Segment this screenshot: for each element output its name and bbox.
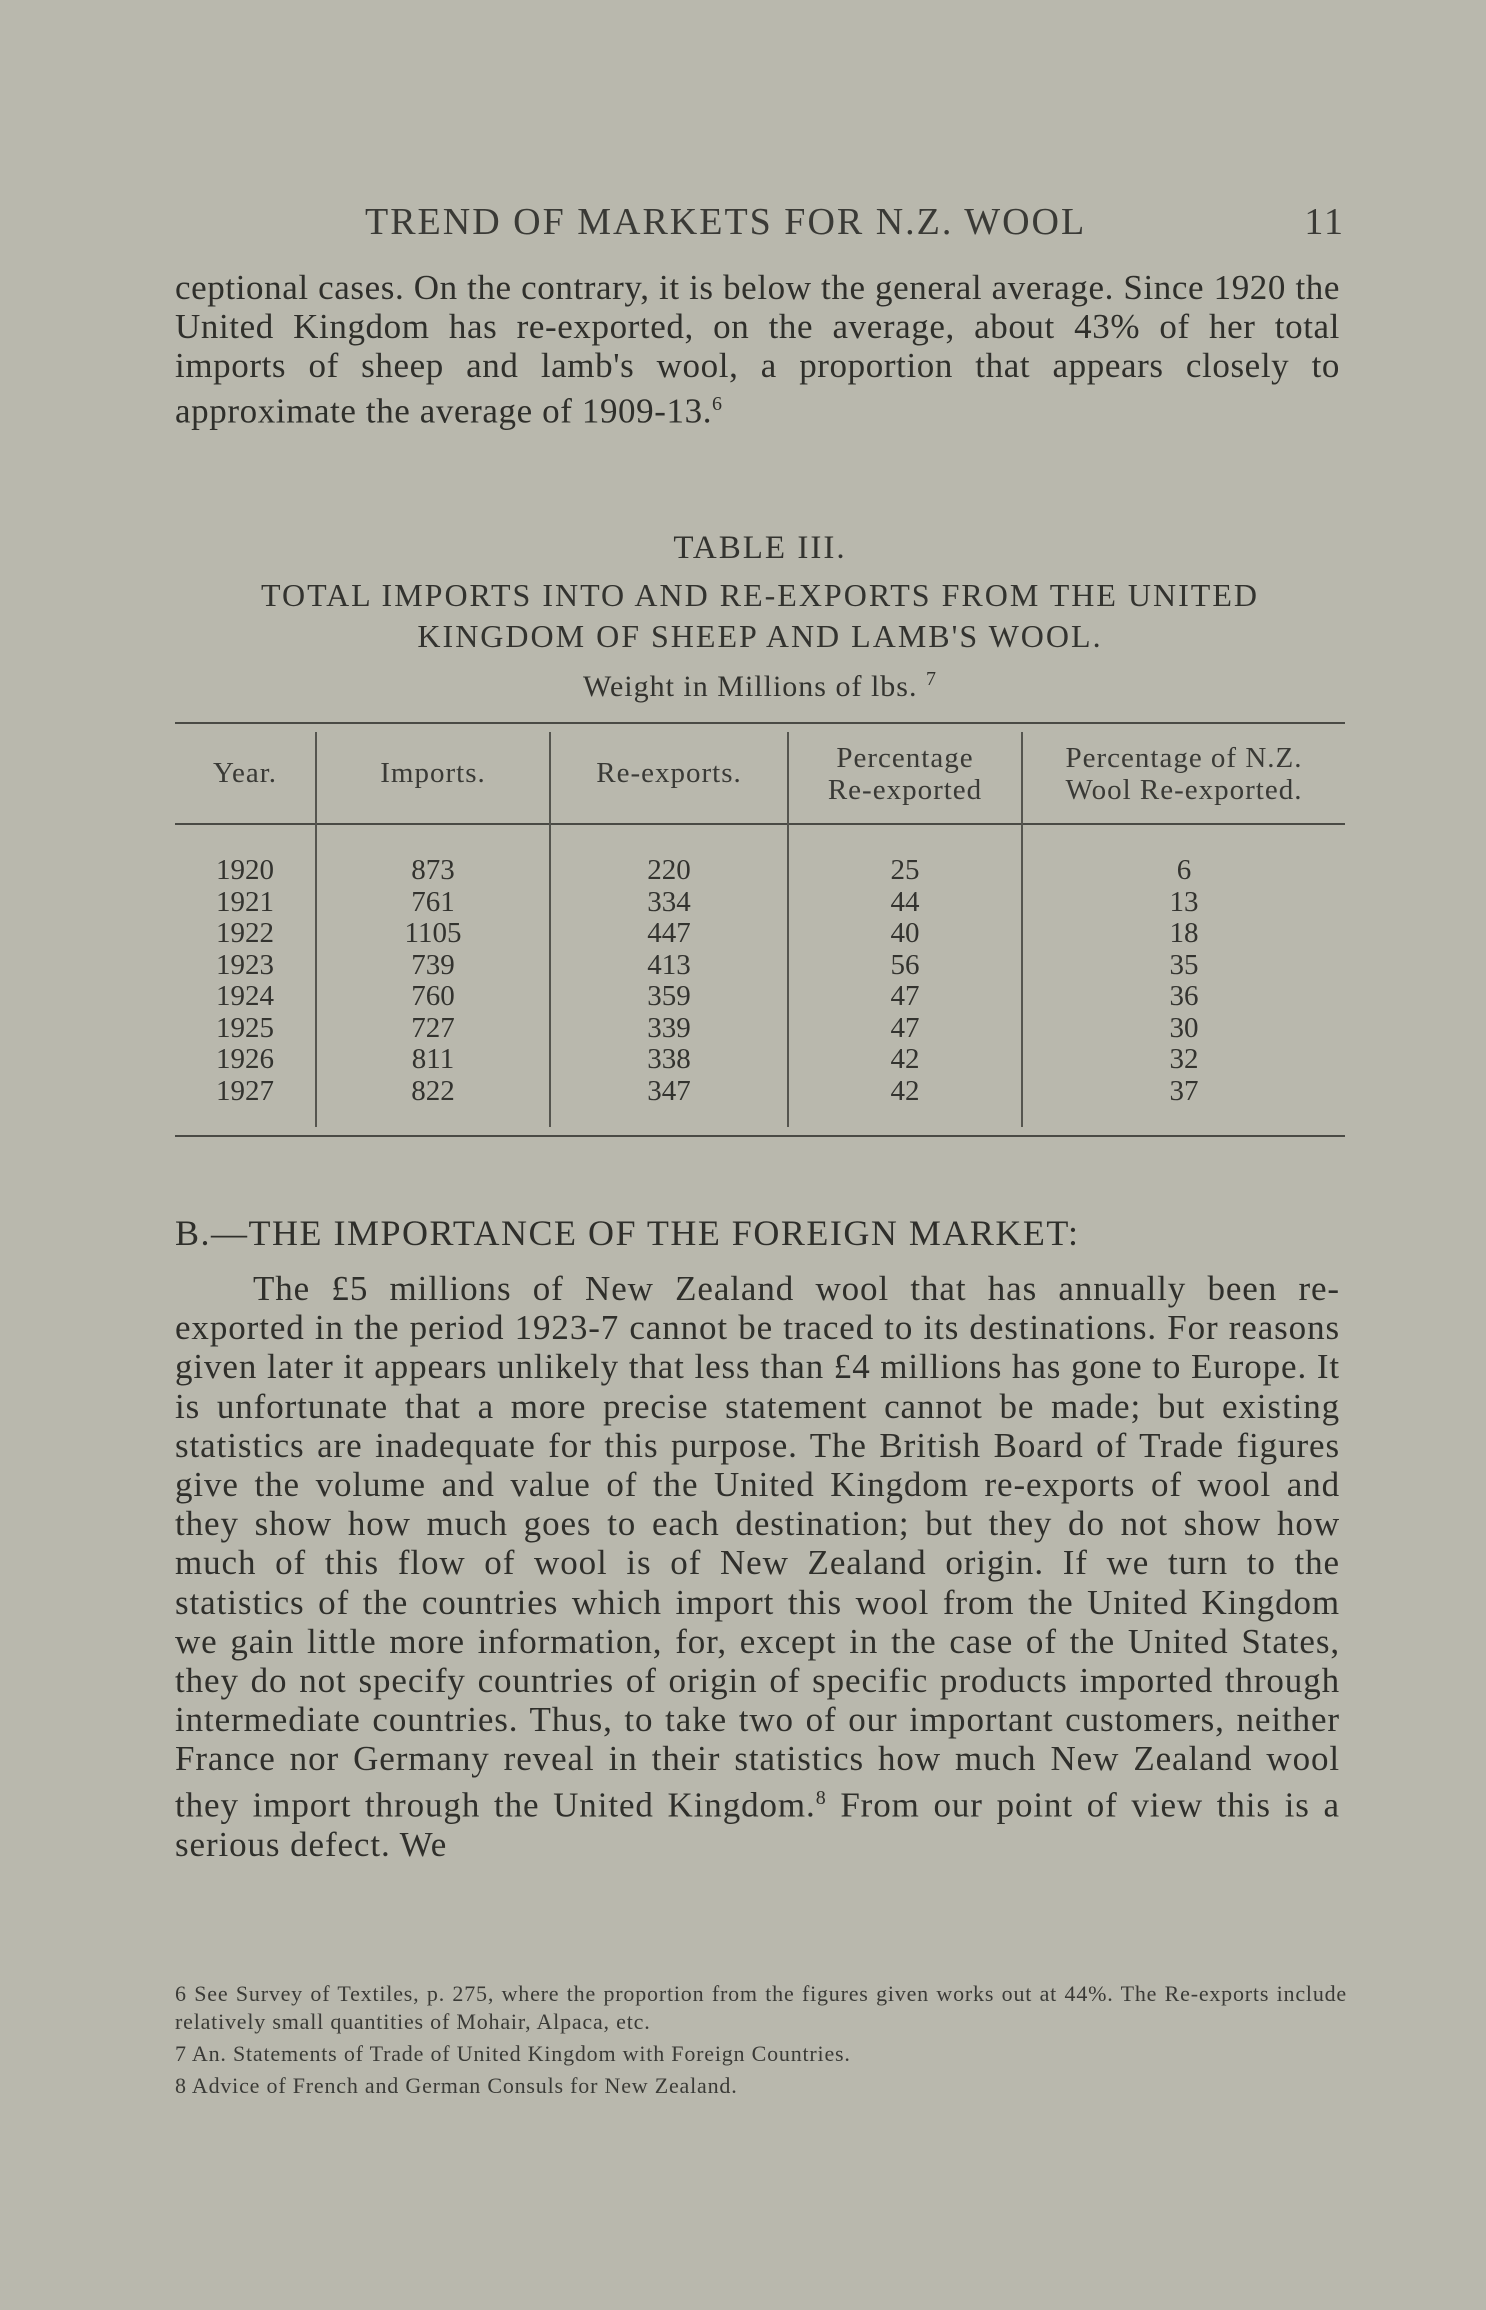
cell-pct-nz: 13 bbox=[1169, 885, 1199, 918]
cell-pct-nz: 32 bbox=[1169, 1043, 1199, 1075]
footnote-8: 8 Advice of French and German Consuls for New Zealand. bbox=[175, 2073, 738, 2098]
cell-imports: 761 bbox=[411, 885, 455, 918]
cell-pct: 47 bbox=[890, 1011, 920, 1044]
cell-year: 1921 bbox=[216, 885, 274, 918]
cell-reexports: 347 bbox=[647, 1074, 691, 1107]
cell-pct: 44 bbox=[890, 885, 920, 918]
data-table bbox=[175, 720, 1345, 1140]
cell-year: 1924 bbox=[216, 980, 274, 1012]
cell-year: 1920 bbox=[216, 854, 274, 886]
column-imports bbox=[317, 855, 549, 1107]
cell-pct: 47 bbox=[890, 980, 920, 1012]
table-unit bbox=[175, 668, 1345, 704]
cell-pct: 40 bbox=[890, 917, 920, 949]
cell-imports: 727 bbox=[411, 1011, 455, 1044]
table-header-rule bbox=[175, 823, 1345, 825]
intro-text: ceptional cases. On the contrary, it is below the general average. Since 1920 the United Kingdom has re-exported, on the average, about 43% of her total imports of sheep and lamb's wool, a proportion that appears closely to approximate the average of 1909-13. bbox=[175, 268, 1340, 431]
table-label: TABLE III. bbox=[673, 530, 847, 566]
column-year bbox=[175, 855, 315, 1107]
cell-imports: 739 bbox=[411, 948, 455, 981]
header-pct-line-2: Re-exported bbox=[827, 774, 983, 806]
table-title-line-1: TOTAL IMPORTS INTO AND RE-EXPORTS FROM THE UNITED bbox=[261, 577, 1259, 613]
table-bottom-rule bbox=[175, 1135, 1345, 1137]
page-number: 11 bbox=[1304, 201, 1345, 243]
cell-imports: 1105 bbox=[404, 917, 462, 949]
column-reexports bbox=[551, 855, 787, 1107]
cell-pct-nz: 30 bbox=[1169, 1011, 1199, 1044]
cell-reexports: 338 bbox=[647, 1043, 691, 1075]
section-text-tail: From our point of view this is a serious defect. We bbox=[175, 1785, 1340, 1864]
cell-reexports: 334 bbox=[647, 885, 691, 918]
column-pct-reexported bbox=[789, 855, 1021, 1107]
cell-reexports: 447 bbox=[647, 917, 691, 949]
table-unit-text: Weight in Millions of lbs. bbox=[583, 670, 918, 703]
cell-reexports: 359 bbox=[647, 980, 691, 1012]
header-year: Year. bbox=[212, 757, 278, 789]
cell-pct: 25 bbox=[890, 854, 920, 886]
column-pct-nz bbox=[1023, 855, 1345, 1107]
cell-pct: 42 bbox=[890, 1043, 920, 1075]
footnote-6: 6 See Survey of Textiles, p. 275, where the proportion from the figures given works out at 44%. The Re-exports include relatively small quantities of Mohair, Alpaca, etc. bbox=[175, 1981, 1347, 2034]
section-text: The £5 millions of New Zealand wool that has annually been re-exported in the period 1923-7 cannot be traced to its destinations. For reasons given later it appears unlikely that less than £4 millions has gone to Europe. It is unfortunate that a more precise statement cannot be made; but existing statistics are inadequate for this purpose. The British Board of Trade figures give the volume and value of the United Kingdom re-exports of wool and they show how much goes to each destination; but they do not show how much of this flow of wool is of New Zealand origin. If we turn to the statistics of the countries which import this wool from the United Kingdom we gain little more information, for, except in the case of the United States, they do not specify countries of origin of specific products imported through intermediate countries. Thus, to take two of our important customers, neither France nor Germany reveal in their statistics how much New Zealand wool they import through the United Kingdom. bbox=[175, 1269, 1340, 1825]
cell-pct-nz: 36 bbox=[1169, 980, 1199, 1012]
cell-pct-nz: 18 bbox=[1169, 917, 1199, 949]
cell-pct: 56 bbox=[890, 948, 920, 981]
header-nz-line-1: Percentage of N.Z. bbox=[1065, 742, 1303, 774]
intro-paragraph bbox=[175, 268, 1340, 431]
footnote-ref-8: 8 bbox=[815, 1786, 827, 1809]
header-imports: Imports. bbox=[380, 757, 486, 789]
cell-pct-nz: 35 bbox=[1169, 948, 1199, 981]
cell-year: 1923 bbox=[216, 948, 274, 981]
header-reexports: Re-exports. bbox=[596, 757, 742, 789]
cell-year: 1925 bbox=[216, 1011, 274, 1044]
cell-pct-nz: 37 bbox=[1169, 1074, 1199, 1107]
cell-reexports: 339 bbox=[647, 1011, 691, 1044]
cell-year: 1922 bbox=[216, 917, 274, 949]
section-heading: B.—THE IMPORTANCE OF THE FOREIGN MARKET: bbox=[175, 1213, 1080, 1253]
cell-imports: 873 bbox=[411, 854, 455, 886]
footnote-7: 7 An. Statements of Trade of United Kingdom with Foreign Countries. bbox=[175, 2041, 851, 2066]
footnote-ref-6: 6 bbox=[712, 393, 723, 415]
cell-year: 1926 bbox=[216, 1043, 274, 1075]
cell-pct-nz: 6 bbox=[1176, 854, 1192, 886]
header-pct-line-1: Percentage bbox=[836, 742, 974, 774]
table-title bbox=[175, 575, 1345, 657]
cell-pct: 42 bbox=[890, 1074, 920, 1107]
header-nz-line-2: Wool Re-exported. bbox=[1065, 774, 1303, 806]
cell-reexports: 220 bbox=[647, 854, 691, 886]
cell-imports: 822 bbox=[411, 1074, 455, 1107]
header-pct-nz bbox=[1023, 742, 1345, 806]
section-paragraph bbox=[175, 1269, 1340, 1864]
cell-year: 1927 bbox=[216, 1074, 274, 1107]
cell-imports: 811 bbox=[411, 1043, 455, 1075]
cell-reexports: 413 bbox=[647, 948, 691, 981]
cell-imports: 760 bbox=[411, 980, 455, 1012]
header-pct-reexported bbox=[789, 742, 1021, 806]
running-title: TREND OF MARKETS FOR N.Z. WOOL bbox=[365, 201, 1087, 243]
table-top-rule bbox=[175, 722, 1345, 724]
footnote-ref-7: 7 bbox=[925, 668, 937, 690]
footnotes bbox=[175, 1980, 1347, 2100]
table-title-line-2: KINGDOM OF SHEEP AND LAMB'S WOOL. bbox=[417, 618, 1103, 654]
